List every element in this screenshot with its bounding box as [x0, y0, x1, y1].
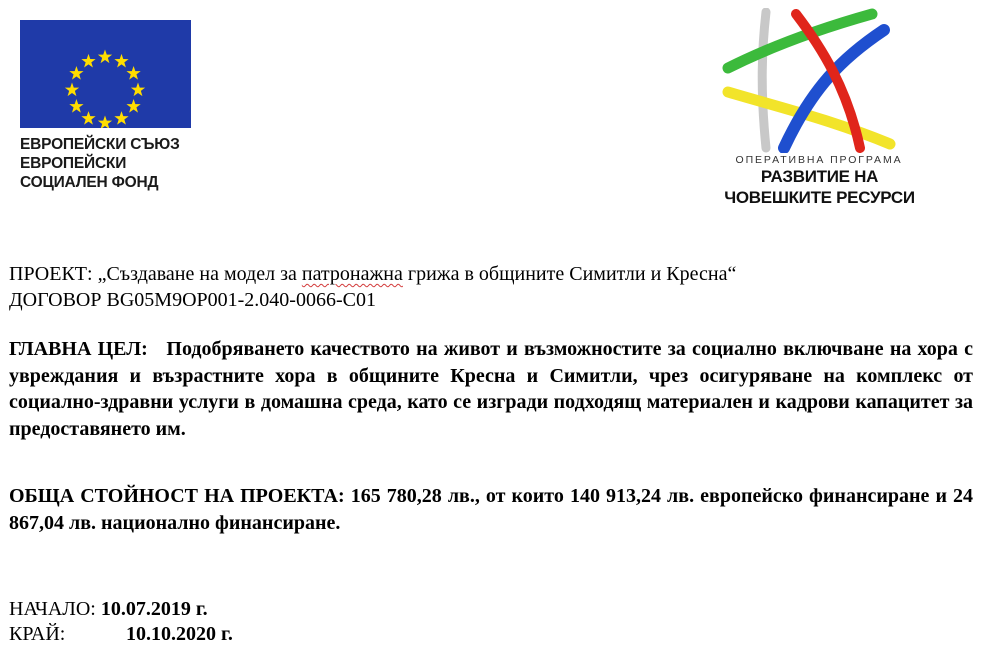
op-logo-subtitle: ОПЕРАТИВНА ПРОГРАМА: [735, 154, 903, 166]
logo-gray-stroke: [762, 12, 766, 148]
eu-funding-amount: 140 913,24 лв.: [569, 485, 695, 507]
main-goal-text: Подобряването качеството на живот и възможностите за социално включване на хора с увреждания и възрастните хора в общините Кресна и Симитли, чрез осигуряване на комплекс от социално-здравни услуги в домашна среда, като се изгради подходящ материален и кадрови капацитет за предоставянето им.: [9, 338, 973, 440]
project-label: ПРОЕКТ:: [9, 263, 93, 285]
main-goal-label: ГЛАВНА ЦЕЛ:: [9, 338, 148, 360]
start-date-row: [9, 597, 208, 621]
project-name-suffix: грижа в общините Симитли и Кресна“: [402, 263, 737, 285]
national-funding-text: национално финансиране.: [101, 511, 341, 534]
eu-logo-line-3: СОЦИАЛЕН ФОНД: [20, 174, 159, 191]
operational-programme-logo-mark: [722, 8, 902, 153]
project-name-prefix: „Създаване на модел за: [97, 263, 302, 285]
op-logo-title-line-1: РАЗВИТИЕ НА: [760, 167, 879, 186]
project-title: [9, 262, 736, 286]
op-logo-title-line-2: ЧОВЕШКИТЕ РЕСУРСИ: [724, 188, 915, 207]
eu-flag-logo: [20, 20, 191, 128]
end-date-label: КРАЙ:: [9, 623, 66, 645]
eu-logo-line-1: ЕВРОПЕЙСКИ СЪЮЗ: [20, 136, 180, 153]
contract-number: ДОГОВОР BG05M9OP001-2.040-0066-C01: [9, 289, 376, 311]
eu-flag-background: [20, 20, 191, 128]
eu-funding-text: европейско финансиране и: [700, 485, 947, 507]
total-value-paragraph: [9, 483, 973, 536]
national-funding-amount: 24 867,04 лв.: [9, 485, 974, 534]
main-goal-paragraph: [9, 336, 973, 442]
eu-logo-line-2: ЕВРОПЕЙСКИ: [20, 155, 127, 172]
start-date-label: НАЧАЛО:: [9, 598, 96, 620]
project-name-spellcheck-word: патронажна: [301, 263, 403, 285]
total-value-of-which: от които: [485, 485, 564, 507]
start-date-value: 10.07.2019 г.: [100, 598, 208, 620]
project-name: [98, 263, 737, 285]
total-value-label: ОБЩА СТОЙНОСТ НА ПРОЕКТА:: [9, 485, 345, 507]
total-value-amount: 165 780,28 лв.,: [350, 485, 480, 507]
end-date-row: [9, 622, 233, 646]
end-date-value: 10.10.2020 г.: [126, 623, 233, 645]
